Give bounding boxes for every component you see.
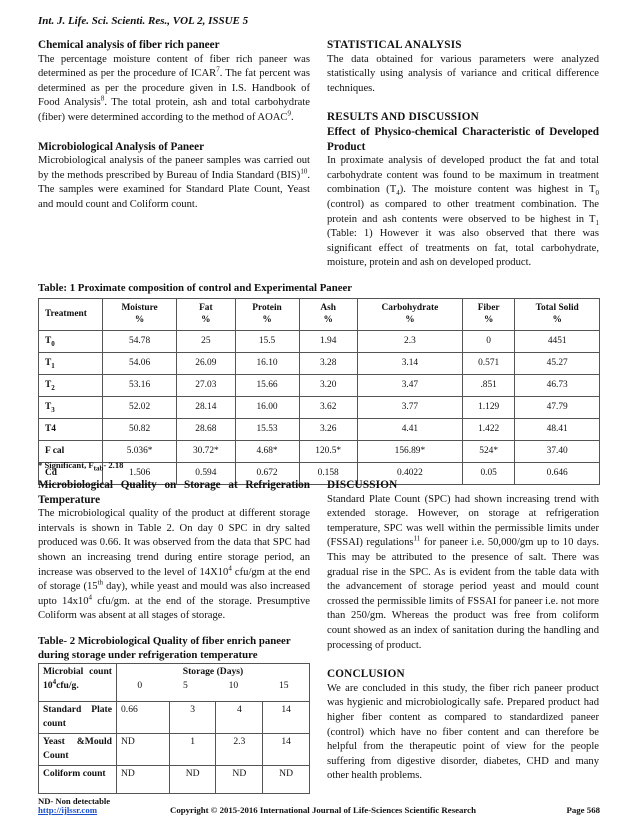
footer-url-link[interactable]: http://ijlssr.com (38, 805, 98, 815)
table1-row (39, 397, 600, 419)
table2-cell: 4 (216, 702, 263, 734)
heading-discussion: DISCUSSION (327, 479, 398, 491)
table1-proximate-composition (38, 298, 600, 485)
table1-cell: 48.41 (515, 419, 600, 441)
table1-cell: 4.41 (357, 419, 462, 441)
heading-physico-chemical: Effect of Physico-chemical Characteristic of Developed Product (327, 125, 599, 153)
table1-row (39, 375, 600, 397)
table1-header-row (39, 299, 600, 331)
table2-row (39, 733, 310, 765)
table2-header-row (39, 664, 310, 702)
table1-cell: 3.77 (357, 397, 462, 419)
table1-cell: 52.02 (103, 397, 177, 419)
table1-cell: 25 (177, 331, 235, 353)
table1-row (39, 419, 600, 441)
para-microbiological-quality: The microbiological quality of the product at different storage intervals is shown in Table 2. On day 0 SPC in dry salted produced was 0.66. It was observed from the data that SPC had shown an increasing trend during entire storage period, an increase was observed to the level of $14X10^4$ cfu/gm at the end of storage (15th day), while yeast and mould was also increased upto $14x10^4$ cfu/gm. at the end of the storage. Presumptive Coliform was absent at all stages of storage. (38, 508, 311, 622)
table2-cell: ND (117, 765, 170, 793)
table1-cell: 28.14 (177, 397, 235, 419)
table1-cell: 5.036* (103, 441, 177, 463)
table1-note: * Significant, $F_{tab}-$ 2.18 (38, 460, 124, 473)
table2-cell: 3 (169, 702, 216, 734)
table1-treatment-cell: $T_2$ (39, 375, 103, 397)
table1-cell: 4451 (515, 331, 600, 353)
table1-cell: 0.158 (299, 463, 357, 485)
table1-header-cell: Carbohydrate % (357, 299, 462, 331)
table1-treatment-cell: Cd (39, 463, 103, 485)
table1-header-cell: Total Solid % (515, 299, 600, 331)
table1-cell: 3.14 (357, 353, 462, 375)
table1-header-cell: Fiber % (462, 299, 514, 331)
para-microbiological-analysis: Microbiological analysis of the paneer samples was carried out by the methods prescribed by Bureau of India Standard (BIS)$^{10}$. The samples were examined for Standard Plate Count, Yeast and mould count and Coliform count. (38, 155, 310, 210)
table1-cell: 45.27 (515, 353, 600, 375)
table2-days-row (117, 679, 309, 693)
table1-cell: 3.26 (299, 419, 357, 441)
table1-cell: 16.10 (235, 353, 299, 375)
table2-microbiological-quality (38, 663, 310, 794)
table1-row (39, 331, 600, 353)
table2-row (39, 765, 310, 793)
table1-cell: 27.03 (177, 375, 235, 397)
para-physico-chemical: In proximate analysis of developed product the fat and total carbohydrate content was found to be maximum in treatment combination $(T_4)$. The moisture content was highest in $T_0$ (control) as compared to other treatment combination. The protein and ash contents were observed to be highest in $T_1$ (Table: 1) However it was also observed that there was significant effect of treatments on fat, total carbohydrate, moisture, protein and ash on developed product. (327, 155, 599, 269)
table1-treatment-cell: F cal (39, 441, 103, 463)
table1-cell: 37.40 (515, 441, 600, 463)
table2-cell: ND (169, 765, 216, 793)
table1-cell: 0.672 (235, 463, 299, 485)
table1-cell: 0.571 (462, 353, 514, 375)
table2-header-label: Microbial count $10^4cfu/g$. (39, 664, 117, 702)
table1-cell: 30.72* (177, 441, 235, 463)
table2-row (39, 702, 310, 734)
table2-cell: ND (216, 765, 263, 793)
table1-treatment-cell: $T_0$ (39, 331, 103, 353)
table1-header-cell: Moisture % (103, 299, 177, 331)
table2-cell: 14 (263, 733, 310, 765)
heading-conclusion: CONCLUSION (327, 668, 405, 681)
table1-cell: 1.506 (103, 463, 177, 485)
table1-cell: 47.79 (515, 397, 600, 419)
table1-cell: 524* (462, 441, 514, 463)
table1-cell: 156.89* (357, 441, 462, 463)
table1-cell: 3.28 (299, 353, 357, 375)
table1-header-cell: Protein % (235, 299, 299, 331)
table1-cell: 3.20 (299, 375, 357, 397)
table2-row-label: Standard Plate count (39, 702, 117, 734)
table1-cell: 1.129 (462, 397, 514, 419)
heading-statistical-analysis: STATISTICAL ANALYSIS (327, 39, 462, 51)
table2-cell: 0.66 (117, 702, 170, 734)
heading-microbiological-quality: Microbiological Quality on Storage at Refrigeration Temperature (38, 479, 310, 506)
table1-header-cell: Fat % (177, 299, 235, 331)
para-chemical-analysis: The percentage moisture content of fiber rich paneer was determined as per the procedure of ICAR$^7$. The fat percent was determined as per the procedure given in I.S. Handbook of Food Analysis$^8$. The total protein, ash and total carbohydrate (fiber) were determined according to the method of AOAC$^9$. (38, 53, 310, 123)
table1-cell: 53.16 (103, 375, 177, 397)
table1-cell: 28.68 (177, 419, 235, 441)
table1-cell: 0 (462, 331, 514, 353)
footer-copyright: Copyright © 2015-2016 International Journal of Life-Sciences Scientific Research (170, 805, 476, 815)
page-footer (38, 804, 600, 816)
table1-cell: 16.00 (235, 397, 299, 419)
left-column-bottom (38, 478, 310, 807)
table2-days-header (117, 664, 310, 702)
table1-cell: 3.62 (299, 397, 357, 419)
table1-caption: Table: 1 Proximate composition of control and Experimental Paneer (38, 282, 353, 294)
table1-cell: 50.82 (103, 419, 177, 441)
table1-cell: 15.53 (235, 419, 299, 441)
right-column-top (327, 38, 599, 271)
table1-cell: 0.05 (462, 463, 514, 485)
table1-cell: 0.646 (515, 463, 600, 485)
para-conclusion: We are concluded in this study, the fiber rich paneer product was hygienic and microbiologically safe. Prepared product had higher fiber content as compared to standardized paneer (control) which have no fiber content and can therefore be helpful from the therapeutic point of view for the people suffering from digestive disorder, diabetes, CHD and many other health problems. (327, 682, 599, 782)
table2-cell: ND (117, 733, 170, 765)
table1-cell: 2.3 (357, 331, 462, 353)
table1-cell: 1.94 (299, 331, 357, 353)
table2-cell: 14 (263, 702, 310, 734)
para-discussion: Standard Plate Count (SPC) had shown increasing trend with extended storage. However, on storage at refrigeration temperature, SPC was well within the permissible limits under (FSSAI) regulations$^{11}$ for paneer i.e. 50,000/gm up to 10 days. This may be attributed to the presence of salt. There was gradual rise in the SPC. As is evident from the table data with the advancement of storage period yeast and mould count crossed the permissible limits of FSSAI for paneer i.e. not more than 250/gm. Whereas the product was free from coliform count showed as an index of sanitation during the handling and processing of product. (327, 493, 599, 651)
footer-page-number: Page 568 (566, 805, 600, 815)
heading-chemical-analysis: Chemical analysis of fiber rich paneer (38, 39, 220, 51)
table2-cell: ND (263, 765, 310, 793)
table1-cell: 26.09 (177, 353, 235, 375)
right-column-bottom (327, 478, 599, 784)
table1-cell: 3.47 (357, 375, 462, 397)
table1-row (39, 353, 600, 375)
table2-cell: 1 (169, 733, 216, 765)
table2-day-label: 15 (278, 680, 289, 692)
table2-note: ND- Non detectable (38, 795, 111, 806)
table2-row-label: Coliform count (39, 765, 117, 793)
para-statistical-analysis: The data obtained for various parameters were analyzed statistically using analysis of variance and critical difference techniques. (327, 53, 599, 94)
table2-row-label: Yeast &Mould Count (39, 733, 117, 765)
table1-cell: 4.68* (235, 441, 299, 463)
table1-cell: .851 (462, 375, 514, 397)
table1-cell: 0.4022 (357, 463, 462, 485)
table1-treatment-cell: $T_1$ (39, 353, 103, 375)
table1-treatment-cell: T4 (39, 419, 103, 441)
table1-cell: 0.594 (177, 463, 235, 485)
table1-cell: 1.422 (462, 419, 514, 441)
table1-cell: 46.73 (515, 375, 600, 397)
table1-cell: 15.66 (235, 375, 299, 397)
table2-day-label: 5 (182, 680, 188, 692)
table1-cell: 15.5 (235, 331, 299, 353)
heading-microbiological-analysis: Microbiological Analysis of Paneer (38, 140, 205, 153)
heading-results-discussion: RESULTS AND DISCUSSION (327, 111, 479, 124)
table2-day-label: 0 (137, 680, 143, 692)
table1-cell: 120.5* (299, 441, 357, 463)
journal-header: Int. J. Life. Sci. Scienti. Res., VOL 2, ISSUE 5 (38, 15, 249, 27)
left-column-top (38, 38, 310, 213)
table2-day-label: 10 (228, 680, 239, 692)
table2-caption: Table- 2 Microbiological Quality of fiber enrich paneer during storage under refrigeration temperature (38, 635, 291, 662)
table1-cell: 54.06 (103, 353, 177, 375)
table2-cell: 2.3 (216, 733, 263, 765)
table1-cell: 54.78 (103, 331, 177, 353)
table1-header-cell: Ash % (299, 299, 357, 331)
table1-treatment-cell: $T_3$ (39, 397, 103, 419)
table2-days-label: Storage (Days) (182, 666, 244, 678)
table1-header-cell: Treatment (39, 299, 103, 331)
